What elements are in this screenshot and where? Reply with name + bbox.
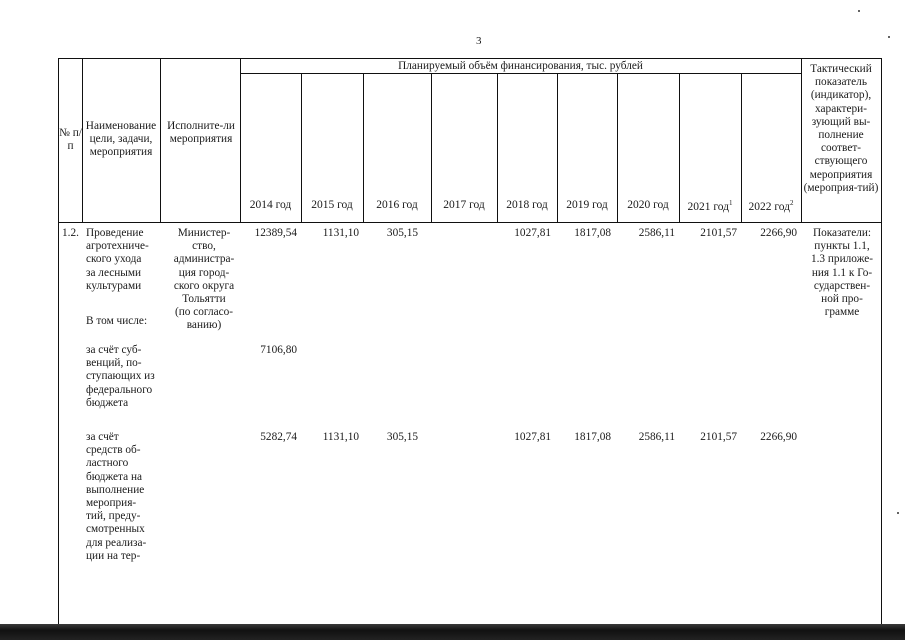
total-value: 305,15 [386, 227, 418, 239]
scan-bottom-edge [0, 624, 905, 640]
total-value: 2101,57 [700, 227, 737, 239]
total-value: 1817,08 [574, 227, 611, 239]
header-executor: Исполните-ли мероприятия [167, 120, 235, 146]
in-total-label: В том числе: [86, 315, 148, 327]
total-value: 1131,10 [322, 227, 359, 239]
regional-value: 1817,08 [574, 431, 611, 443]
row-executor: Министер- ство, администра- ция город- ского округа Тольятти (по согласо- ванию) [173, 227, 235, 332]
regional-value: 2266,90 [760, 431, 797, 443]
year-header: 2020 год [627, 199, 669, 211]
header-financing: Планируемый объём финансирования, тыс. рублей [398, 60, 643, 72]
regional-value: 5282,74 [260, 431, 297, 443]
scan-speck [897, 512, 899, 514]
header-name: Наименование цели, задачи, мероприятия [85, 120, 157, 159]
regional-value: 1027,81 [514, 431, 551, 443]
year-header: 2015 год [311, 199, 353, 211]
federal-value: 7106,80 [260, 344, 297, 356]
page-number: 3 [476, 35, 482, 47]
year-header: 2018 год [506, 199, 548, 211]
regional-value: 2101,57 [700, 431, 737, 443]
year-header: 2016 год [376, 199, 418, 211]
scan-speck [888, 36, 890, 38]
federal-name: за счёт суб- венций, по- ступающих из федерального бюджета [86, 344, 155, 409]
regional-value: 1131,10 [322, 431, 359, 443]
header-indicator: Тактический показатель (индикатор), характери-зующий вы-полнение соответ-ствующего мероприятия (мероприя-тий) [803, 63, 879, 194]
total-value: 2586,11 [638, 227, 675, 239]
row-indicator: Показатели: пункты 1.1, 1.3 приложе- ния 1.1 к Го- сударствен- ной про- грамме [810, 227, 874, 319]
year-header: 2019 год [566, 199, 608, 211]
total-value: 2266,90 [760, 227, 797, 239]
year-header: 2017 год [443, 199, 485, 211]
total-value: 1027,81 [514, 227, 551, 239]
row-name: Проведение агротехниче- ского ухода за лесными культурами [86, 227, 149, 292]
header-number: № п/п [59, 127, 82, 153]
year-header: 2014 год [249, 199, 292, 211]
year-header: 2022 год$^2$ [748, 199, 794, 213]
budget-table [58, 58, 882, 626]
scan-speck [858, 10, 860, 12]
regional-name: за счёт средств об- ластного бюджета на выполнение мероприя- тий, преду- смотренных для реализа- ции на тер- [86, 431, 147, 562]
year-header: 2021 год$^1$ [687, 199, 733, 213]
row-number: 1.2. [62, 227, 79, 239]
total-value: 12389,54 [254, 227, 297, 239]
regional-value: 305,15 [386, 431, 418, 443]
regional-value: 2586,11 [638, 431, 675, 443]
